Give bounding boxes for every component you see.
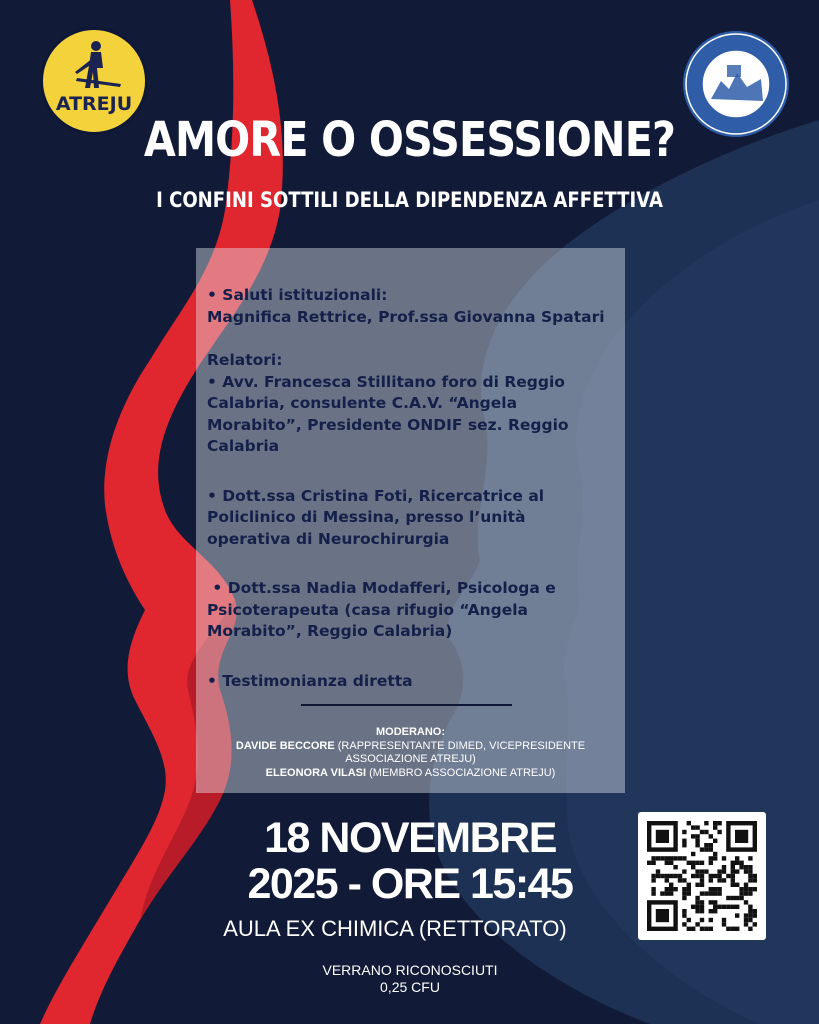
event-date xyxy=(190,815,630,907)
speaker-2-line: • Dott.ssa Cristina Foti, Ricercatrice al xyxy=(207,486,545,505)
qr-code-icon xyxy=(638,812,766,940)
moderator-2-name: ELEONORA VILASI xyxy=(265,766,367,779)
testimony-item: • Testimonianza diretta xyxy=(207,671,413,690)
moderator-1-name: DAVIDE BECCORE xyxy=(235,739,335,752)
speaker-1-line: Morabito”, Presidente ONDIF sez. Reggio xyxy=(207,415,569,434)
speaker-1-line: • Avv. Francesca Stillitano foro di Reggio xyxy=(207,372,565,391)
moderators-block xyxy=(196,726,625,780)
speaker-1-line: Calabria, consulente C.A.V. “Angela xyxy=(207,394,518,412)
greetings-heading: • Saluti istituzionali: xyxy=(207,286,388,304)
moderator-1-role: (RAPPRESENTANTE DIMED, VICEPRESIDENTE xyxy=(337,739,586,752)
atreju-logo-icon xyxy=(63,38,133,96)
program-text xyxy=(207,285,607,692)
speakers-heading: Relatori: xyxy=(207,351,283,369)
moderator-1-role-cont: ASSOCIAZIONE ATREJU) xyxy=(345,753,476,765)
event-date-line-2: 2025 - ORE 15:45 xyxy=(247,860,573,908)
credits-line-2: 0,25 CFU xyxy=(380,979,440,995)
moderators-heading: MODERANO: xyxy=(375,726,446,738)
event-date-line-1: 18 NOVEMBRE xyxy=(264,814,556,862)
speaker-3-line: • Dott.ssa Nadia Modafferi, Psicologa e xyxy=(207,579,556,597)
divider xyxy=(301,704,512,706)
atreju-logo-word: ATREJU xyxy=(55,93,133,115)
event-venue: AULA EX CHIMICA (RETTORATO) xyxy=(223,916,567,941)
speaker-3-line: Psicoterapeuta (casa rifugio “Angela xyxy=(207,600,528,619)
speaker-2-line: Policlinico di Messina, presso l’unità xyxy=(207,508,526,526)
event-title: AMORE O OSSESSIONE? xyxy=(143,112,676,168)
qr-code[interactable] xyxy=(638,812,766,940)
speaker-1-line: Calabria xyxy=(207,437,280,455)
credits-line-1: VERRANO RICONOSCIUTI xyxy=(322,962,498,978)
credits-note xyxy=(250,962,570,996)
speaker-2-line: operativa di Neurochirurgia xyxy=(207,529,450,548)
event-subtitle: I CONFINI SOTTILI DELLA DIPENDENZA AFFETTIVA xyxy=(156,188,663,212)
greetings-name: Magnifica Rettrice, Prof.ssa Giovanna Spatari xyxy=(207,307,605,326)
moderator-2-role: (MEMBRO ASSOCIAZIONE ATREJU) xyxy=(369,766,556,779)
speaker-3-line: Morabito”, Reggio Calabria) xyxy=(207,622,453,640)
